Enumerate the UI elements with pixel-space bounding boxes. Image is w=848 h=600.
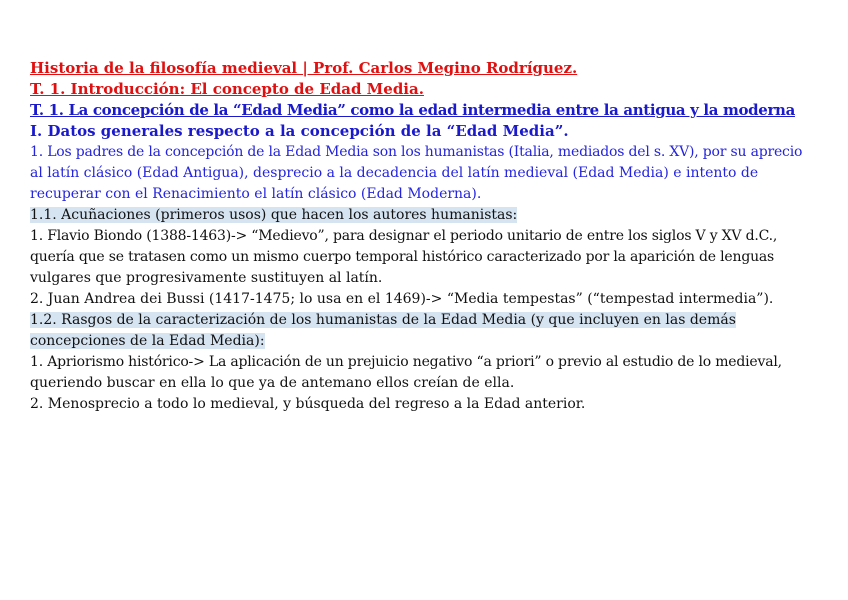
intro-line: al latín clásico (Edad Antigua), desprecio a la decadencia del latín medieval (Edad Media) e intento de [30,165,759,181]
section-1-2-item-1 [30,352,818,394]
item-line: queriendo buscar en ella lo que ya de antemano ellos creían de ella. [30,375,515,391]
item-line: 2. Juan Andrea dei Bussi (1417-1475; lo usa en el 1469)-> “Media tempestas” (“tempestad intermedia”). [30,291,774,307]
heading-line: concepciones de la Edad Media): [30,333,265,349]
intro-line: recuperar con el Renacimiento el latín clásico (Edad Moderna). [30,186,482,202]
item-line: 1. Apriorismo histórico-> La aplicación de un prejuicio negativo “a priori” o previo al estudio de lo medieval, [30,354,782,370]
section-1-1-item-1 [30,226,818,289]
item-line: 2. Menosprecio a todo lo medieval, y búsqueda del regreso a la Edad anterior. [30,396,586,412]
section-1-1-heading: 1.1. Acuñaciones (primeros usos) que hacen los autores humanistas: [30,207,518,223]
subsection-title: I. Datos generales respecto a la concepción de la “Edad Media”. [30,122,569,140]
topic-title: T. 1. Introducción: El concepto de Edad Media. [30,80,424,98]
item-line: vulgares que progresivamente sustituyen al latín. [30,270,383,286]
section-1-2-item-2 [30,394,818,415]
section-1-1-item-2 [30,289,818,310]
item-line: 1. Flavio Biondo (1388-1463)-> “Medievo”, para designar el periodo unitario de entre los siglos V y XV d.C., [30,228,778,244]
item-line: quería que se tratasen como un mismo cuerpo temporal histórico caracterizado por la aparición de lenguas [30,249,775,265]
course-title: Historia de la filosofía medieval | Prof. Carlos Megino Rodríguez. [30,59,578,77]
section-title: T. 1. La concepción de la “Edad Media” como la edad intermedia entre la antigua y la moderna [30,101,795,119]
intro-paragraph [30,142,818,205]
heading-line: 1.2. Rasgos de la caracterización de los humanistas de la Edad Media (y que incluyen en las demás [30,312,736,328]
intro-line: 1. Los padres de la concepción de la Edad Media son los humanistas (Italia, mediados del s. XV), por su aprecio [30,144,803,160]
section-1-2-heading [30,310,818,352]
